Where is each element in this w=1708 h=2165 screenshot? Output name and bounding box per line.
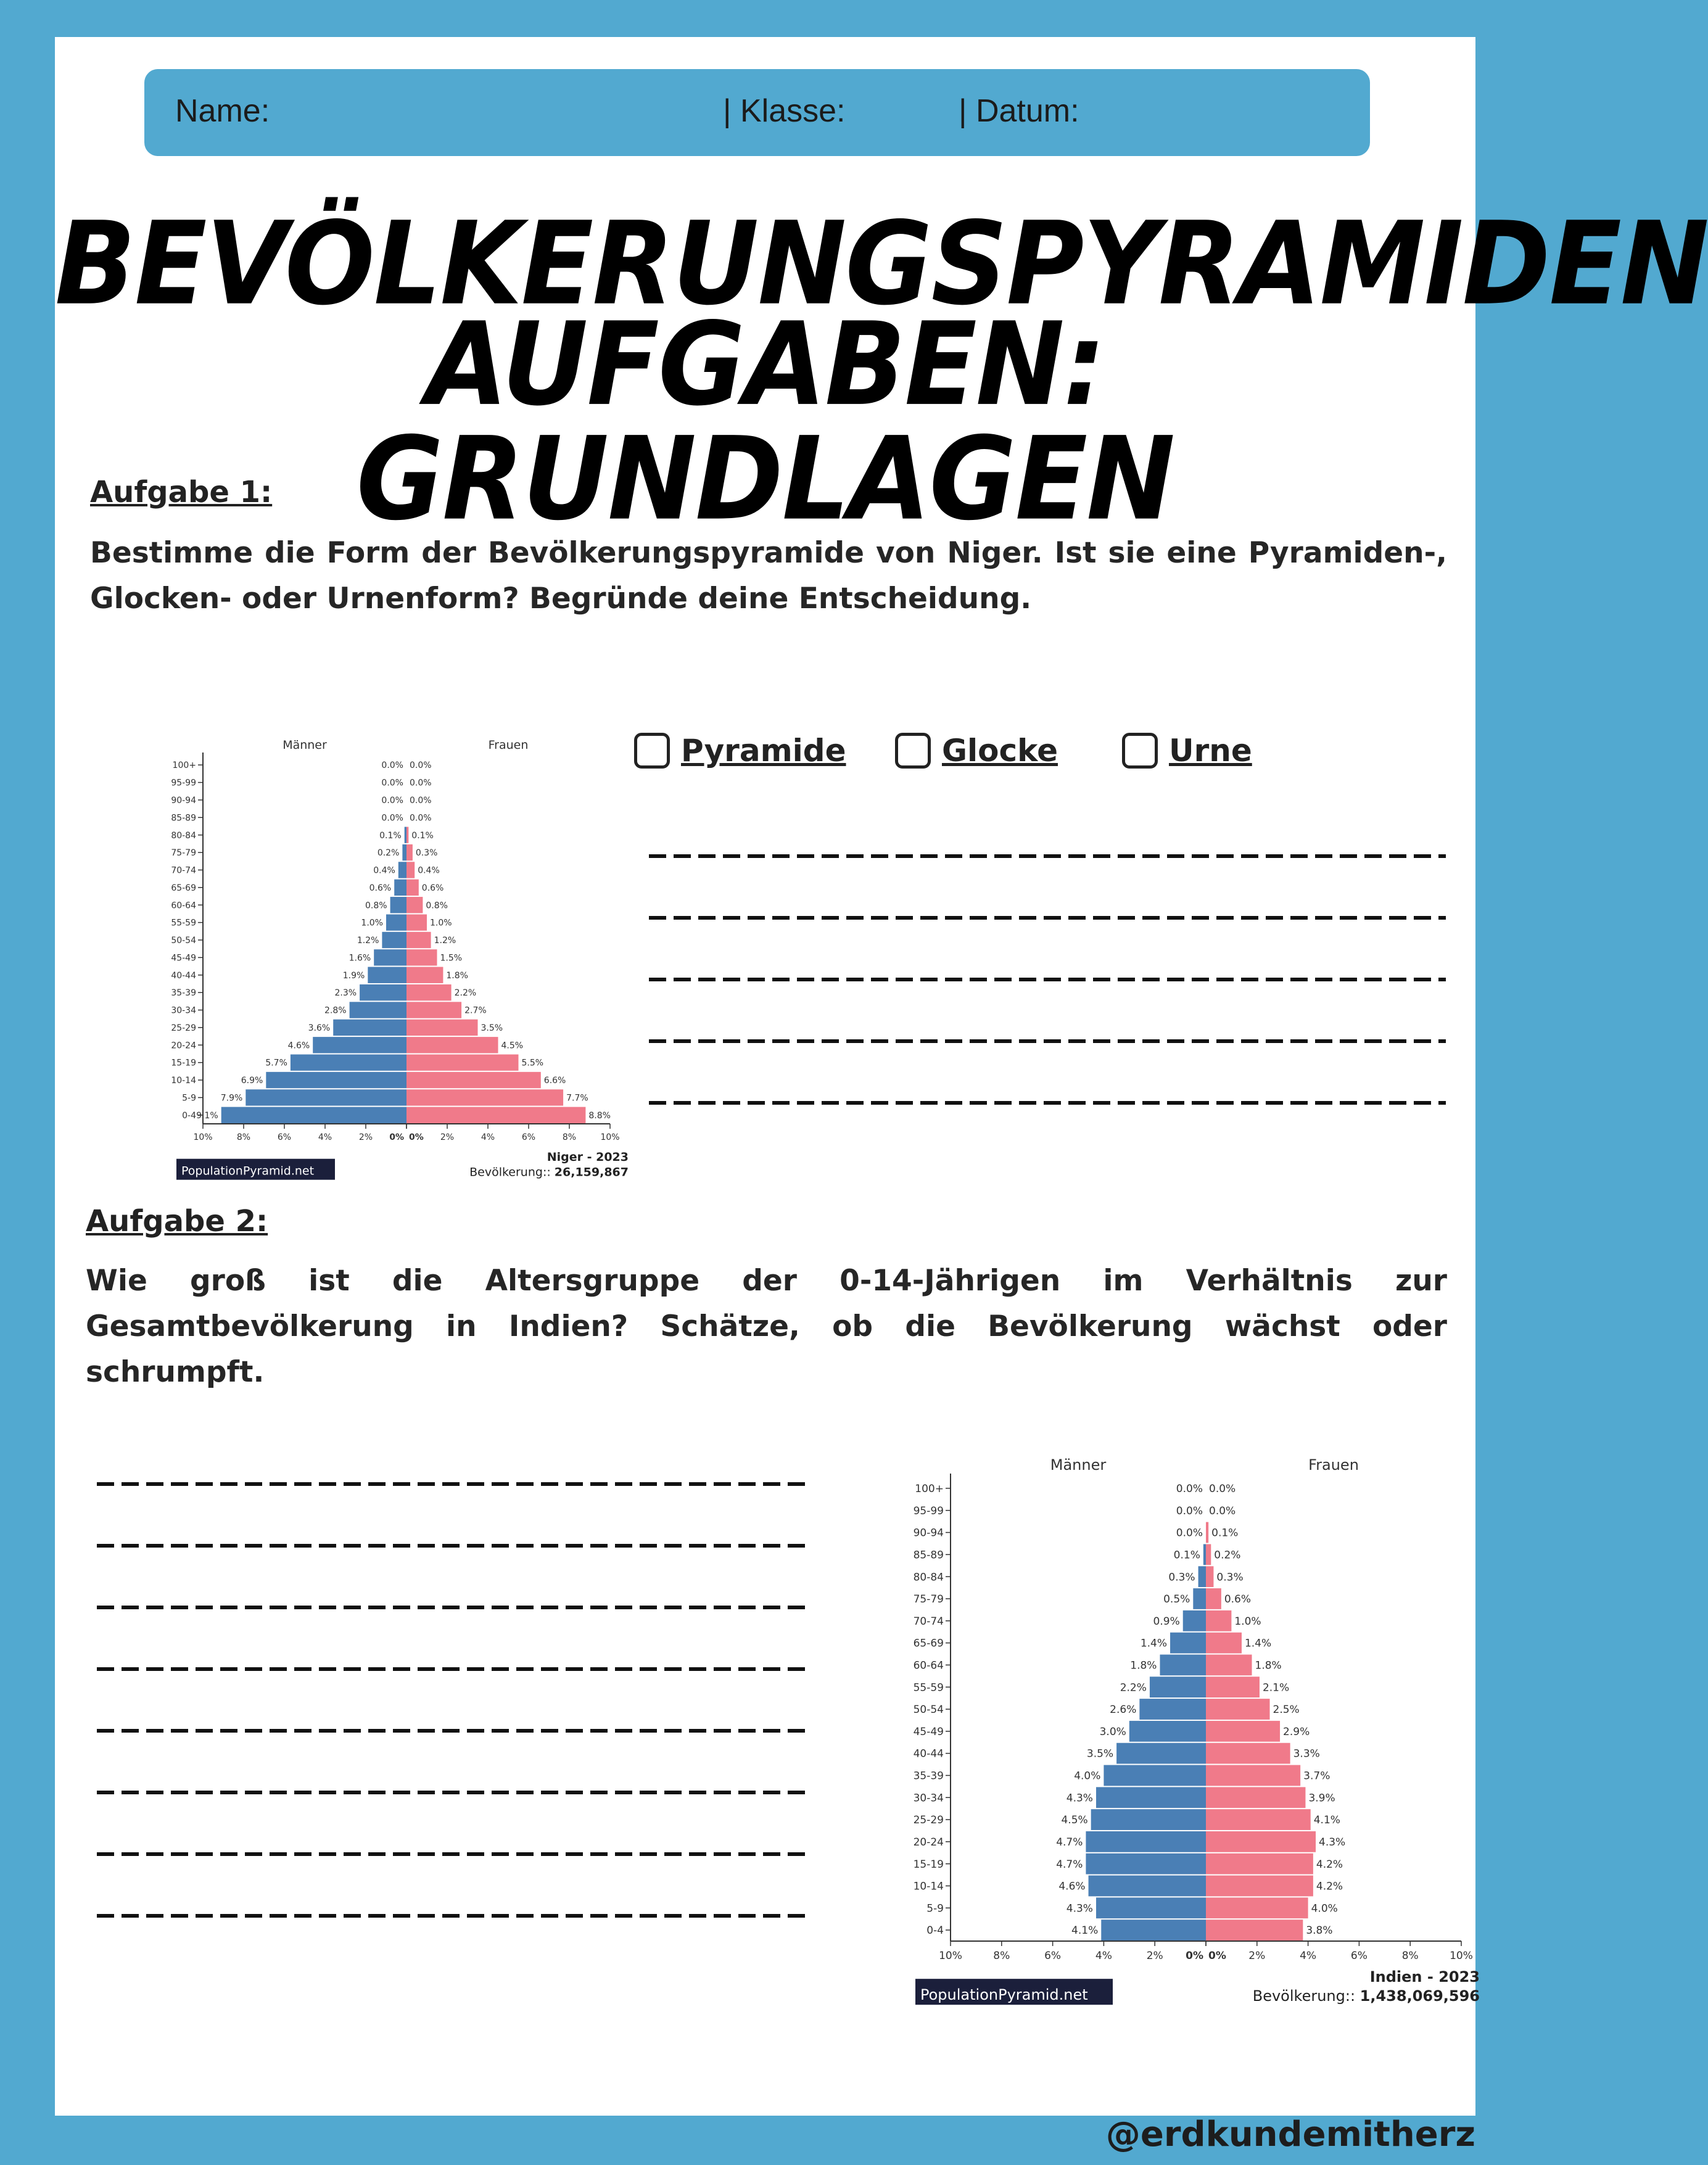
population-value: 26,159,867: [554, 1165, 629, 1179]
x-tick-label: 10%: [600, 1132, 620, 1142]
header-bar: [144, 69, 1370, 156]
niger-population-pyramid: [117, 697, 647, 1190]
female-value-label: 7.7%: [566, 1093, 588, 1103]
male-value-label: 5.7%: [265, 1058, 287, 1068]
legend-female: Frauen: [1308, 1456, 1359, 1474]
female-value-label: 3.5%: [481, 1023, 503, 1033]
male-value-label: 3.5%: [1086, 1747, 1114, 1760]
x-tick-label: 8%: [562, 1132, 577, 1142]
male-bar: [1104, 1765, 1206, 1786]
male-value-label: 3.6%: [308, 1023, 331, 1033]
age-group-label: 60-64: [171, 901, 196, 911]
age-group-label: 30-34: [171, 1005, 196, 1016]
answer-line[interactable]: [97, 1791, 812, 1794]
female-value-label: 6.6%: [543, 1076, 566, 1086]
x-tick-label: 10%: [193, 1132, 213, 1142]
female-bar: [1206, 1566, 1213, 1587]
male-value-label: 4.6%: [287, 1041, 310, 1051]
male-bar: [1139, 1699, 1206, 1720]
population-line: [469, 1166, 629, 1179]
male-bar: [1101, 1920, 1206, 1940]
male-value-label: 0.9%: [1153, 1615, 1180, 1628]
female-bar: [1206, 1920, 1303, 1940]
male-bar: [402, 844, 406, 860]
male-bar: [1096, 1787, 1206, 1808]
female-value-label: 3.3%: [1293, 1747, 1320, 1760]
male-value-label: 4.0%: [1074, 1770, 1101, 1783]
age-group-label: 80-84: [171, 830, 196, 841]
india-population-pyramid: [851, 1422, 1511, 2032]
male-bar: [390, 897, 406, 913]
male-bar: [313, 1037, 406, 1053]
age-group-label: 50-54: [913, 1704, 944, 1717]
age-group-label: 30-34: [913, 1792, 944, 1805]
checkbox[interactable]: [895, 733, 931, 769]
title-line-2: AUFGABEN: GRUNDLAGEN: [356, 297, 1174, 546]
age-group-label: 20-24: [913, 1836, 944, 1849]
male-bar: [1183, 1610, 1206, 1631]
male-value-label: 1.2%: [357, 936, 379, 946]
female-value-label: 1.2%: [434, 936, 456, 946]
female-value-label: 4.3%: [1319, 1836, 1346, 1849]
female-bar: [1206, 1544, 1211, 1565]
female-value-label: 1.4%: [1244, 1637, 1272, 1650]
female-value-label: 0.6%: [1224, 1593, 1252, 1606]
age-group-label: 60-64: [913, 1659, 944, 1672]
female-bar: [1206, 1588, 1221, 1609]
population-value: 1,438,069,596: [1359, 1987, 1480, 2005]
female-bar: [406, 862, 415, 878]
x-tick-label: 6%: [1350, 1950, 1368, 1962]
age-group-label: 35-39: [171, 988, 196, 999]
female-bar: [406, 1107, 585, 1123]
age-group-label: 65-69: [913, 1637, 944, 1650]
female-bar: [406, 1002, 461, 1018]
source-label: PopulationPyramid.net: [920, 1986, 1088, 2004]
male-bar: [382, 932, 406, 948]
male-bar: [405, 827, 406, 843]
x-tick-label: 4%: [1300, 1950, 1317, 1962]
x-tick-label: 10%: [939, 1950, 962, 1962]
answer-line[interactable]: [649, 854, 1446, 858]
male-value-label: 4.7%: [1056, 1858, 1083, 1871]
age-group-label: 70-74: [913, 1615, 944, 1628]
age-group-label: 20-24: [171, 1041, 196, 1051]
female-bar: [406, 984, 452, 1000]
x-tick-label: 4%: [318, 1132, 332, 1142]
female-value-label: 4.5%: [501, 1041, 524, 1051]
male-bar: [266, 1072, 406, 1088]
female-value-label: 2.2%: [454, 988, 477, 999]
male-bar: [1116, 1743, 1206, 1764]
male-value-label: 0.3%: [1168, 1571, 1195, 1584]
date-field-label: | Datum:: [959, 93, 1079, 129]
female-bar: [1206, 1676, 1260, 1697]
male-bar: [394, 880, 406, 896]
male-value-label: 4.1%: [1071, 1924, 1099, 1937]
male-value-label: 0.0%: [381, 778, 403, 788]
age-group-label: 95-99: [913, 1504, 944, 1517]
female-value-label: 1.0%: [430, 918, 452, 928]
male-value-label: 2.2%: [1120, 1681, 1147, 1694]
female-value-label: 3.7%: [1303, 1770, 1331, 1783]
age-group-label: 85-89: [171, 813, 196, 823]
answer-line[interactable]: [97, 1852, 812, 1856]
age-group-label: 25-29: [913, 1814, 944, 1827]
female-value-label: 0.0%: [410, 761, 432, 771]
option-label: Pyramide: [681, 733, 846, 769]
female-bar: [406, 1037, 498, 1053]
male-value-label: 0.5%: [1163, 1593, 1190, 1606]
male-bar: [1203, 1544, 1206, 1565]
x-tick-label: 0%: [1186, 1950, 1203, 1962]
option-glocke[interactable]: [895, 733, 1058, 769]
option-label: Glocke: [942, 733, 1058, 769]
female-value-label: 0.0%: [410, 795, 432, 806]
x-tick-label: 8%: [1401, 1950, 1419, 1962]
male-value-label: 4.7%: [1056, 1836, 1083, 1849]
female-value-label: 0.0%: [410, 778, 432, 788]
female-bar: [1206, 1610, 1231, 1631]
legend-female: Frauen: [488, 738, 529, 752]
male-bar: [1198, 1566, 1206, 1587]
age-group-label: 100+: [915, 1483, 944, 1496]
male-bar: [333, 1020, 406, 1036]
female-value-label: 0.6%: [421, 883, 444, 893]
male-value-label: 9.1%: [196, 1110, 218, 1121]
age-group-label: 40-44: [171, 970, 196, 981]
female-value-label: 4.2%: [1316, 1858, 1343, 1871]
female-value-label: 2.5%: [1273, 1704, 1300, 1717]
chart-title: Niger - 2023: [547, 1150, 629, 1164]
female-value-label: 0.8%: [426, 901, 448, 911]
male-bar: [1160, 1654, 1206, 1675]
answer-line[interactable]: [97, 1729, 812, 1733]
age-group-label: 90-94: [913, 1527, 944, 1540]
female-value-label: 8.8%: [588, 1110, 611, 1121]
male-bar: [1170, 1633, 1206, 1654]
x-tick-label: 6%: [277, 1132, 292, 1142]
task1-heading: Aufgabe 1:: [90, 475, 273, 509]
male-value-label: 2.3%: [334, 988, 357, 999]
age-group-label: 90-94: [171, 795, 196, 806]
male-value-label: 1.9%: [342, 970, 365, 981]
female-bar: [1206, 1809, 1311, 1830]
age-group-label: 45-49: [913, 1725, 944, 1738]
age-group-label: 10-14: [171, 1076, 196, 1086]
checkbox[interactable]: [634, 733, 670, 769]
male-value-label: 0.0%: [1176, 1504, 1203, 1517]
female-value-label: 4.1%: [1313, 1814, 1340, 1827]
age-group-label: 50-54: [171, 936, 196, 946]
age-group-label: 55-59: [913, 1681, 944, 1694]
female-value-label: 0.0%: [410, 813, 432, 823]
age-group-label: 100+: [172, 761, 196, 771]
male-bar: [1086, 1831, 1206, 1852]
option-label: Urne: [1169, 733, 1252, 769]
x-tick-label: 0%: [389, 1132, 404, 1142]
title-line-1: BEVÖLKERUNGSPYRAMIDEN: [55, 196, 1708, 331]
male-bar: [1089, 1876, 1206, 1897]
age-group-label: 70-74: [171, 865, 196, 876]
answer-line[interactable]: [97, 1606, 812, 1609]
male-bar: [291, 1054, 406, 1070]
x-tick-label: 6%: [1044, 1950, 1062, 1962]
male-bar: [368, 967, 406, 983]
answer-line[interactable]: [97, 1667, 812, 1671]
female-bar: [406, 844, 413, 860]
female-bar: [1206, 1699, 1270, 1720]
age-group-label: 75-79: [171, 848, 196, 859]
female-value-label: 0.1%: [1211, 1527, 1239, 1540]
female-value-label: 0.2%: [1214, 1549, 1241, 1562]
male-value-label: 1.6%: [349, 953, 371, 963]
male-bar: [398, 862, 406, 878]
female-value-label: 3.9%: [1308, 1792, 1335, 1805]
answer-line[interactable]: [97, 1914, 812, 1918]
x-tick-label: 2%: [1146, 1950, 1163, 1962]
male-value-label: 0.0%: [1176, 1527, 1203, 1540]
age-group-label: 5-9: [182, 1093, 196, 1103]
female-value-label: 1.5%: [440, 953, 463, 963]
male-bar: [386, 914, 406, 930]
female-bar: [406, 897, 423, 913]
male-value-label: 0.0%: [381, 795, 403, 806]
female-value-label: 0.4%: [418, 865, 440, 876]
male-value-label: 1.8%: [1130, 1659, 1157, 1672]
female-value-label: 1.8%: [1255, 1659, 1282, 1672]
class-field-label: | Klasse:: [723, 93, 846, 129]
male-bar: [221, 1107, 406, 1123]
female-bar: [406, 827, 408, 843]
female-value-label: 3.8%: [1306, 1924, 1333, 1937]
legend-male: Männer: [1050, 1456, 1107, 1474]
male-bar: [1193, 1588, 1206, 1609]
chart-title: Indien - 2023: [1369, 1968, 1480, 1986]
female-bar: [1206, 1743, 1290, 1764]
source-label: PopulationPyramid.net: [181, 1164, 315, 1178]
population-label: Bevölkerung::: [469, 1165, 555, 1179]
task2-text: Wie groß ist die Altersgruppe der 0-14-Jährigen im Verhältnis zur Gesamtbevölkerung in Indien? Schätze, ob die Bevölkerung wächst oder schrumpft.: [86, 1264, 1447, 1389]
female-bar: [1206, 1831, 1316, 1852]
task1-text: Bestimme die Form der Bevölkerungspyramide von Niger. Ist sie eine Pyramiden-, Glocken- oder Urnenform? Begründe deine Entscheidung.: [90, 536, 1447, 616]
age-group-label: 5-9: [926, 1902, 944, 1915]
answer-line[interactable]: [97, 1482, 812, 1486]
answer-line[interactable]: [97, 1544, 812, 1548]
answer-line[interactable]: [649, 1101, 1446, 1105]
female-value-label: 0.0%: [1209, 1504, 1236, 1517]
male-bar: [374, 949, 406, 965]
male-bar: [1150, 1676, 1206, 1697]
male-bar: [1086, 1854, 1206, 1874]
male-value-label: 2.6%: [1110, 1704, 1137, 1717]
female-bar: [1206, 1633, 1242, 1654]
x-tick-label: 6%: [521, 1132, 536, 1142]
female-value-label: 1.8%: [446, 970, 468, 981]
x-tick-label: 2%: [358, 1132, 373, 1142]
x-tick-label: 4%: [1095, 1950, 1112, 1962]
age-group-label: 75-79: [913, 1593, 944, 1606]
age-group-label: 45-49: [171, 953, 196, 963]
worksheet-page: [55, 37, 1708, 2116]
female-bar: [1206, 1876, 1313, 1897]
female-value-label: 4.2%: [1316, 1880, 1343, 1893]
female-value-label: 0.3%: [1216, 1571, 1244, 1584]
option-pyramide[interactable]: [634, 733, 846, 769]
male-value-label: 0.1%: [379, 830, 402, 841]
x-tick-label: 2%: [1248, 1950, 1266, 1962]
x-tick-label: 0%: [409, 1132, 424, 1142]
female-value-label: 1.0%: [1234, 1615, 1261, 1628]
female-bar: [406, 1089, 563, 1105]
age-group-label: 65-69: [171, 883, 196, 893]
female-bar: [406, 1072, 541, 1088]
age-group-label: 85-89: [913, 1549, 944, 1562]
age-group-label: 0-4: [926, 1924, 944, 1937]
male-bar: [350, 1002, 406, 1018]
x-tick-label: 4%: [481, 1132, 495, 1142]
age-group-label: 40-44: [913, 1747, 944, 1760]
male-bar: [1096, 1897, 1206, 1918]
x-tick-label: 8%: [993, 1950, 1010, 1962]
female-value-label: 2.7%: [464, 1005, 487, 1016]
male-value-label: 0.8%: [365, 901, 387, 911]
female-bar: [406, 1020, 478, 1036]
female-bar: [1206, 1721, 1280, 1742]
male-value-label: 4.5%: [1061, 1814, 1088, 1827]
female-bar: [1206, 1897, 1308, 1918]
legend-male: Männer: [283, 738, 327, 752]
checkbox[interactable]: [1122, 733, 1158, 769]
male-value-label: 4.3%: [1066, 1792, 1093, 1805]
age-group-label: 55-59: [171, 918, 196, 928]
female-bar: [1206, 1654, 1252, 1675]
female-value-label: 0.3%: [415, 848, 438, 859]
male-bar: [1091, 1809, 1206, 1830]
x-tick-label: 10%: [1450, 1950, 1473, 1962]
answer-line[interactable]: [649, 1039, 1446, 1043]
female-bar: [1206, 1787, 1305, 1808]
task2-heading: Aufgabe 2:: [86, 1204, 268, 1239]
x-tick-label: 8%: [236, 1132, 251, 1142]
male-bar: [360, 984, 406, 1000]
male-value-label: 0.2%: [377, 848, 400, 859]
age-group-label: 0-4: [182, 1110, 196, 1121]
female-bar: [406, 932, 431, 948]
male-value-label: 0.4%: [373, 865, 395, 876]
age-group-label: 15-19: [171, 1058, 196, 1068]
age-group-label: 25-29: [171, 1023, 196, 1033]
age-group-label: 80-84: [913, 1571, 944, 1584]
population-line: [1253, 1987, 1480, 2005]
age-group-label: 35-39: [913, 1770, 944, 1783]
male-value-label: 1.0%: [361, 918, 383, 928]
age-group-label: 10-14: [913, 1880, 944, 1893]
female-value-label: 0.0%: [1209, 1483, 1236, 1496]
female-value-label: 4.0%: [1311, 1902, 1338, 1915]
male-value-label: 3.0%: [1099, 1725, 1126, 1738]
age-group-label: 95-99: [171, 778, 196, 788]
male-value-label: 0.1%: [1173, 1549, 1200, 1562]
x-tick-label: 2%: [440, 1132, 455, 1142]
population-label: Bevölkerung::: [1252, 1987, 1360, 2005]
male-value-label: 0.0%: [1176, 1483, 1203, 1496]
female-bar: [1206, 1765, 1300, 1786]
option-urne[interactable]: [1122, 733, 1252, 769]
female-bar: [406, 880, 419, 896]
female-value-label: 2.1%: [1262, 1681, 1290, 1694]
age-group-label: 15-19: [913, 1858, 944, 1871]
name-field-label: Name:: [175, 93, 270, 129]
male-value-label: 0.6%: [369, 883, 392, 893]
footer-handle: @erdkundemitherz: [1105, 2114, 1475, 2155]
female-bar: [406, 914, 427, 930]
female-value-label: 0.1%: [411, 830, 434, 841]
male-value-label: 4.3%: [1066, 1902, 1093, 1915]
male-value-label: 0.0%: [381, 761, 403, 771]
female-bar: [1206, 1854, 1313, 1874]
female-value-label: 5.5%: [521, 1058, 544, 1068]
female-bar: [406, 949, 437, 965]
male-value-label: 7.9%: [220, 1093, 243, 1103]
male-value-label: 0.0%: [381, 813, 403, 823]
male-bar: [245, 1089, 406, 1105]
male-value-label: 1.4%: [1140, 1637, 1168, 1650]
male-value-label: 2.8%: [324, 1005, 347, 1016]
female-bar: [1206, 1522, 1208, 1543]
female-bar: [406, 967, 443, 983]
male-value-label: 4.6%: [1058, 1880, 1086, 1893]
female-bar: [406, 1054, 519, 1070]
female-value-label: 2.9%: [1283, 1725, 1310, 1738]
answer-line[interactable]: [649, 978, 1446, 981]
x-tick-label: 0%: [1208, 1950, 1226, 1962]
male-bar: [1129, 1721, 1206, 1742]
answer-line[interactable]: [649, 916, 1446, 920]
male-value-label: 6.9%: [241, 1076, 263, 1086]
